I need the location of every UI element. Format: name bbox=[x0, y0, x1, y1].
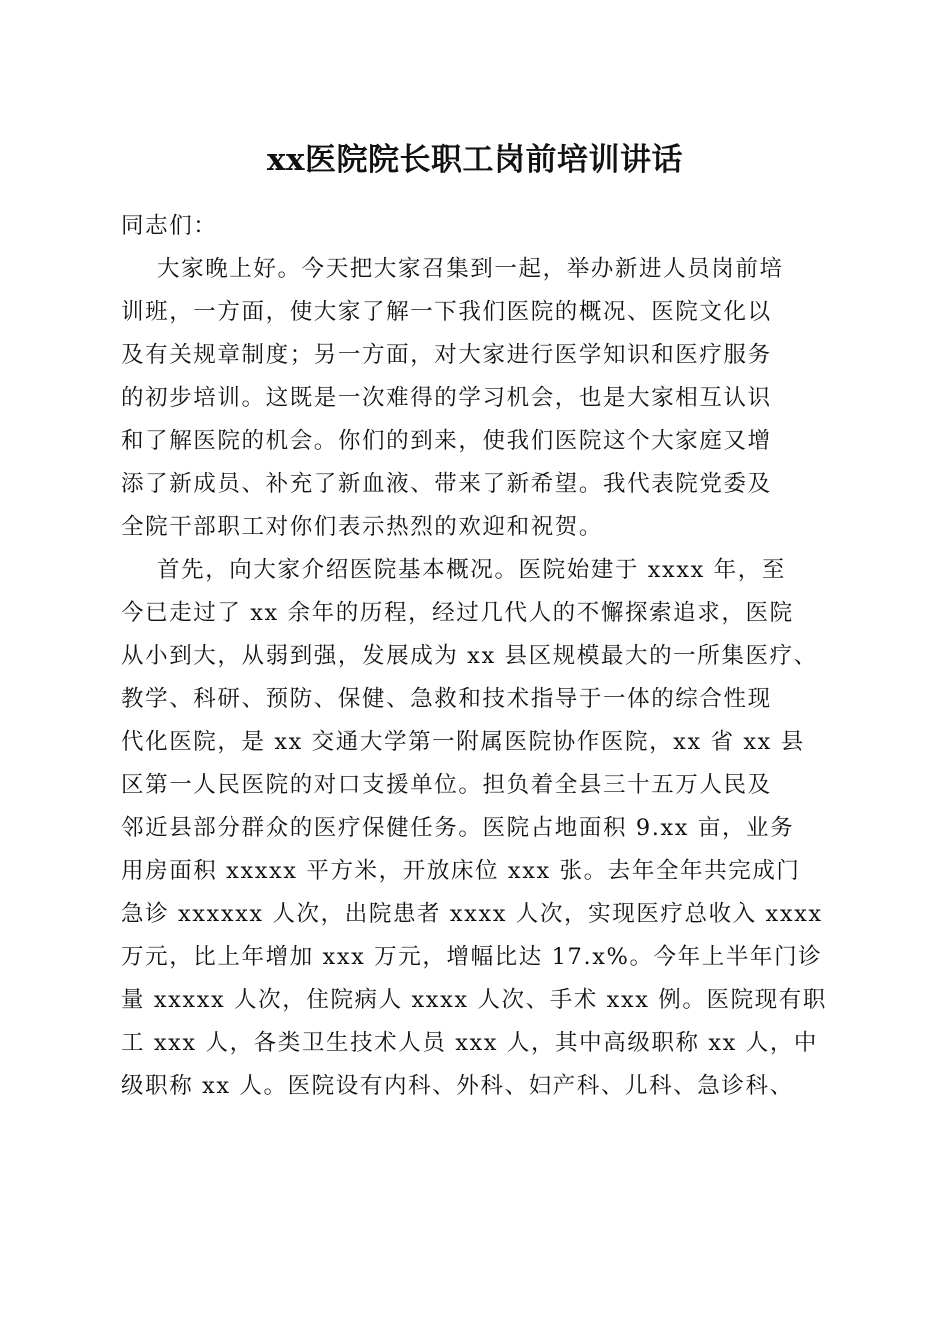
paragraph-2 bbox=[121, 549, 841, 1108]
paragraph-line: 的初步培训。这既是一次难得的学习机会，也是大家相互认识 bbox=[121, 385, 772, 411]
paragraph-line: 级职称 xx 人。医院设有内科、外科、妇产科、儿科、急诊科、 bbox=[121, 1073, 794, 1099]
salutation: 同志们： bbox=[121, 213, 218, 239]
paragraph-line: 急诊 xxxxxx 人次，出院患者 xxxx 人次，实现医疗总收入 xxxx bbox=[121, 901, 823, 927]
paragraph-line: 添了新成员、补充了新血液、带来了新希望。我代表院党委及 bbox=[121, 471, 772, 497]
paragraph-1 bbox=[121, 248, 841, 549]
paragraph-line: 大家晚上好。今天把大家召集到一起，举办新进人员岗前培 bbox=[157, 256, 784, 282]
paragraph-line: 区第一人民医院的对口支援单位。担负着全县三十五万人民及 bbox=[121, 772, 772, 798]
paragraph-line: 训班，一方面，使大家了解一下我们医院的概况、医院文化以 bbox=[121, 299, 772, 325]
paragraph-line: 从小到大，从弱到强，发展成为 xx 县区规模最大的一所集医疗、 bbox=[121, 643, 818, 669]
paragraph-line: 全院干部职工对你们表示热烈的欢迎和祝贺。 bbox=[121, 514, 604, 540]
paragraph-line: 用房面积 xxxxx 平方米，开放床位 xxx 张。去年全年共完成门 bbox=[121, 858, 801, 884]
paragraph-line: 首先，向大家介绍医院基本概况。医院始建于 xxxx 年，至 bbox=[157, 557, 786, 583]
paragraph-line: 量 xxxxx 人次，住院病人 xxxx 人次、手术 xxx 例。医院现有职 bbox=[121, 987, 827, 1013]
document-title: xx医院院长职工岗前培训讲话 bbox=[267, 142, 683, 178]
document-body bbox=[121, 205, 841, 1108]
paragraph-line: 代化医院，是 xx 交通大学第一附属医院协作医院，xx 省 xx 县 bbox=[121, 729, 805, 755]
paragraph-line: 工 xxx 人，各类卫生技术人员 xxx 人，其中高级职称 xx 人，中 bbox=[121, 1030, 819, 1056]
paragraph-line: 万元，比上年增加 xxx 万元，增幅比达 17.x%。今年上半年门诊 bbox=[121, 944, 823, 970]
paragraph-line: 及有关规章制度；另一方面，对大家进行医学知识和医疗服务 bbox=[121, 342, 772, 368]
paragraph-line: 和了解医院的机会。你们的到来，使我们医院这个大家庭又增 bbox=[121, 428, 772, 454]
paragraph-line: 今已走过了 xx 余年的历程，经过几代人的不懈探索追求，医院 bbox=[121, 600, 794, 626]
paragraph-line: 教学、科研、预防、保健、急救和技术指导于一体的综合性现 bbox=[121, 686, 772, 712]
paragraph-line: 邻近县部分群众的医疗保健任务。医院占地面积 9.xx 亩，业务 bbox=[121, 815, 795, 841]
